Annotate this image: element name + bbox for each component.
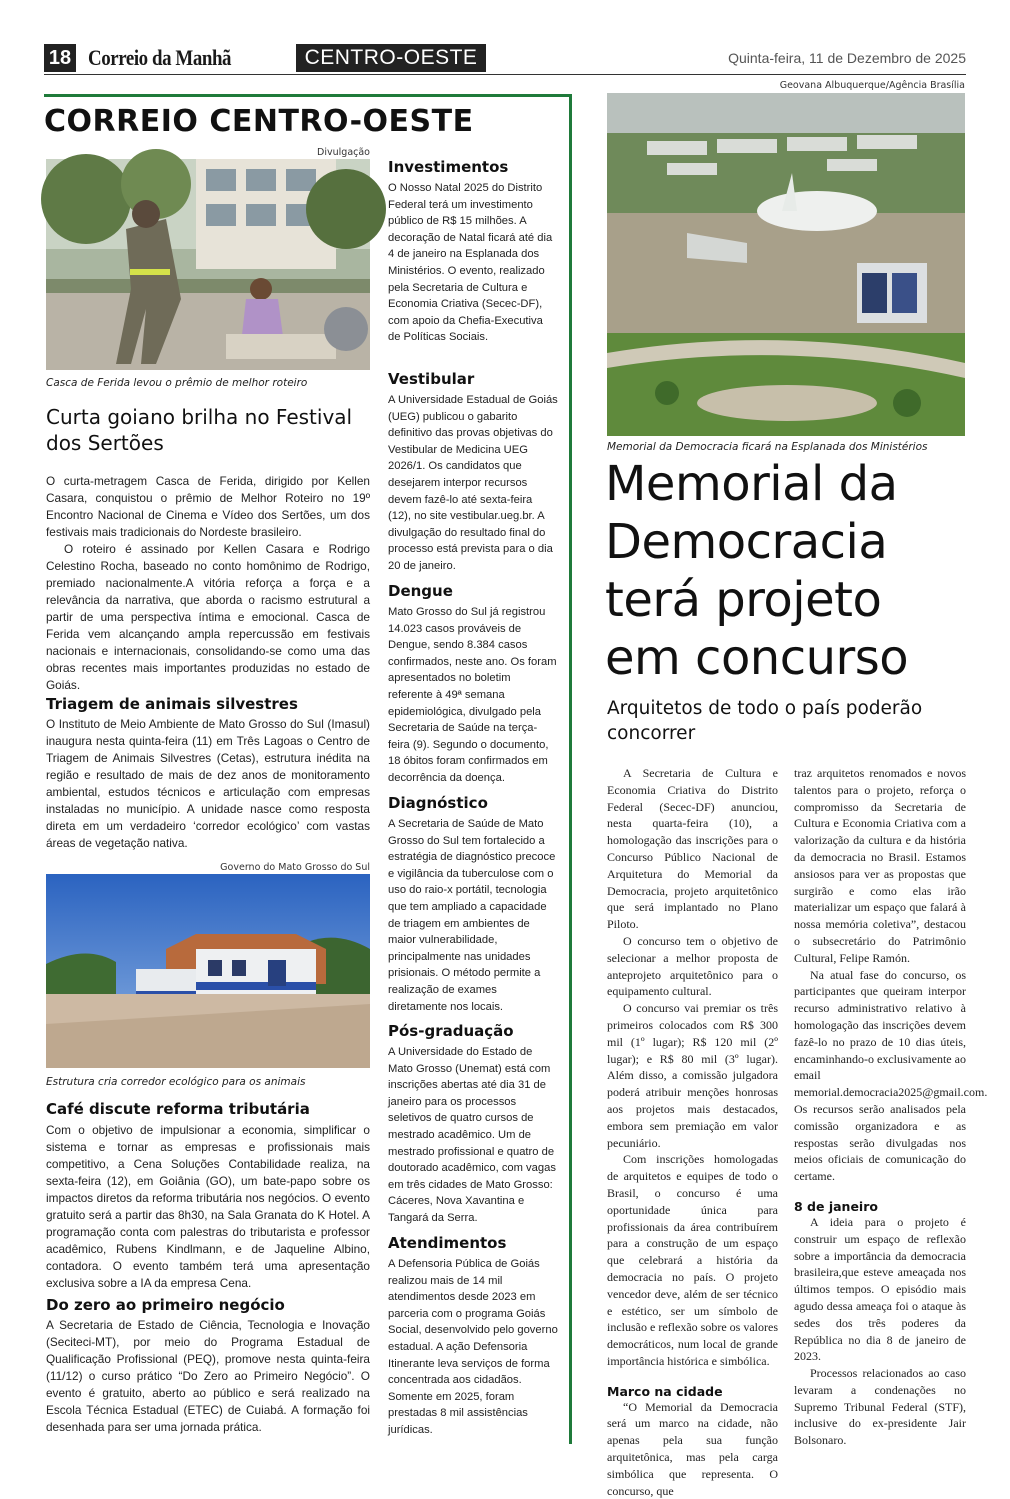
article-subhead: 8 de janeiro: [794, 1198, 878, 1214]
main-subhead: Arquitetos de todo o país poderão concorrer: [607, 698, 923, 744]
photo-caption: Memorial da Democracia ficará na Esplanada dos Ministérios: [607, 441, 928, 453]
brief-title: Triagem de animais silvestres: [46, 695, 298, 713]
article-paragraph: O concurso tem o objetivo de selecionar a melhor proposta de anteprojeto arquitetônico para o equipamento cultural.: [607, 933, 778, 999]
brief-text: A Secretaria de Saúde de Mato Grosso do Sul tem fortalecido a estratégia de diagnóstico precoce e vigilância da tuberculose com o uso do raio-x portátil, tecnologia que tem ampliado a capacidade de triagem em ambientes de maior vulnerabilidade, principalmente nas unidades prisionais. O método permite a realização de exames diretamente nos locais.: [388, 818, 556, 1013]
photo-film-scene: [46, 159, 370, 370]
brief-title: Café discute reforma tributária: [46, 1100, 310, 1118]
side-briefs: [388, 158, 558, 1439]
story-paragraph: O roteiro é assinado por Kellen Casara e Rodrigo Celestino Rocha, baseado no conto homônimo de Rodrigo, premiado nacionalmente.A vitória reforça a força e a relevância da narrativa, que aborda o racismo estrutural a partir de uma perspectiva íntima e emocional. Casca de Ferida vem alcançando ampla repercussão em festivais nacionais e internacionais, consolidando-se como uma das obras recentes mais importantes produzidas no estado de Goiás.: [46, 542, 370, 692]
main-headline: Memorial da Democracia terá projeto em concurso: [605, 456, 909, 686]
brief-text: Mato Grosso do Sul já registrou 14.023 casos prováveis de Dengue, sendo 8.384 casos confirmados, neste ano. Os foram apresentados no boletim referente à 49ª semana epidemiológica, divulgado pela Secretaria de Saúde na terça-feira (9). Segundo o documento, 18 óbitos foram confirmados em decorrência da doença.: [388, 606, 557, 784]
article-paragraph: Processos relacionados ao caso levaram a condenações no Supremo Tribunal Federal (STF), inclusive do ex-presidente Jair Bolsonaro.: [794, 1366, 966, 1448]
story-body: [46, 473, 370, 694]
brief-title: Dengue: [388, 582, 453, 600]
photo-caption: Estrutura cria corredor ecológico para os animais: [46, 1076, 306, 1088]
header-rule: [44, 74, 966, 75]
story-headline: Curta goiano brilha no Festival dos Sertões: [46, 405, 353, 455]
brief-text: Com o objetivo de impulsionar a economia, simplificar o sistema e tornar as empresas e profissionais mais competitivo, a Cena Soluções Contabilidade realiza, na sexta-feira (12), em Goiânia (GO), um bate-papo sobre os impactos diretos da reforma tributária nos negócios. O evento gratuito será a partir das 8h30, na Sala Granata do K Hotel. A programação conta com palestras do tributarista e professor acadêmico, Rubens Kindlmann, e de Jaqueline Albino, contadora. O evento também terá uma apresentação exclusiva sobre a IA da empresa Cena.: [46, 1123, 370, 1290]
brief-title: Diagnóstico: [388, 794, 488, 812]
brief-block: [388, 1234, 558, 1439]
section-label: CENTRO-OESTE: [296, 44, 486, 72]
brief-block: [388, 794, 558, 1022]
brief-text: A Universidade do Estado de Mato Grosso (Unemat) está com inscrições abertas até dia 31 de janeiro para os processos seletivos de quatro cursos de mestrado acadêmico. Um de mestrado profissional e quatro de doutorado acadêmico, com vagas em três cidades de Mato Grosso: Cáceres, Nova Xavantina e Tangará da Serra.: [388, 1046, 556, 1224]
brief-text: O Nosso Natal 2025 do Distrito Federal terá um investimento público de R$ 15 milhões. A decoração de Natal ficará até dia 4 de janeiro na Esplanada dos Ministérios. O evento, realizado pela Secretaria de Cultura e Economia Criativa (Secec-DF), com apoio da Chefia-Executiva de Políticas Sociais.: [388, 182, 553, 344]
article-paragraph: “O Memorial da Democracia será um marco na cidade, não apenas pela sua função arquitetônica, mas pela carga simbólica que representa. O concurso, que: [607, 1399, 778, 1498]
photo-credit: Geovana Albuquerque/Agência Brasília: [779, 80, 965, 91]
article-paragraph: A Secretaria de Cultura e Economia Criativa do Distrito Federal (Secec-DF) anunciou, nesta quarta-feira (10), a homologação das inscrições para o Concurso Público Nacional de Arquitetura do Memorial da Democracia, projeto arquitetônico que será implantado no Plano Piloto.: [607, 766, 778, 932]
photo-wildlife-center: [46, 874, 370, 1068]
article-paragraph: A ideia para o projeto é construir um espaço de reflexão sobre a importância da democracia brasileira,que esteve ameaçada nos últimos tempos. O episódio mais agudo dessa ameaça foi o ataque às sedes dos três poderes da República no dia 8 de janeiro de 2023.: [794, 1214, 966, 1364]
article-column-2: [794, 765, 988, 1449]
masthead: Correio da Manhã: [88, 45, 232, 70]
article-subhead: Marco na cidade: [607, 1383, 723, 1399]
brief-title: Pós-graduação: [388, 1022, 514, 1040]
brief-title: Atendimentos: [388, 1234, 507, 1252]
column-frame-top: [44, 94, 572, 97]
brief-text: A Secretaria de Estado de Ciência, Tecnologia e Inovação (Seciteci-MT), por meio do Programa Estadual de Qualificação Profissional (PEQ), promove nesta quinta-feira (11/12) o curso prático “Do Zero ao Primeiro Negócio”. O evento é gratuito, aberto ao público e será realizado na Escola Técnica Estadual (ETEC) de Cuiabá. A formação foi desenhada para ser uma jornada prática.: [46, 1318, 370, 1434]
brief-title: Vestibular: [388, 370, 475, 388]
page-number: 18: [44, 44, 76, 72]
photo-esplanada: [607, 93, 965, 436]
article-paragraph: Com inscrições homologadas de arquitetos e equipes de todo o Brasil, o concurso é uma oportunidade única para profissionais da área contribuírem para a construção de um espaço que celebrará a história da democracia no país. O projeto vencedor deve, além de ser técnico e estético, ser um símbolo de inclusão e reflexão sobre os valores democráticos, num local de grande importância histórica e simbólica.: [607, 1152, 778, 1368]
article-paragraph: Na atual fase do concurso, os participantes que queiram interpor recurso administrativo relativo à homologação das inscrições devem fazê-lo no prazo de 10 dias úteis, encaminhando-o exclusivamente ao email memorial.democracia2025@gmail.com. Os recursos serão analisados pela comissão organizadora e as respostas serão divulgadas nos meios oficiais de comunicação do certame.: [794, 967, 988, 1184]
brief-block: [388, 370, 558, 582]
brief-title: Investimentos: [388, 158, 509, 176]
brief-text: A Universidade Estadual de Goiás (UEG) publicou o gabarito definitivo das provas objetivas do Vestibular de Medicina UEG 2026/1. Os candidatos que desejarem interpor recursos devem fazê-lo até sexta-feira (12), no site vestibular.ueg.br. A divulgação do resultado final do processo está prevista para o dia 20 de janeiro.: [388, 394, 558, 572]
column-frame-side: [569, 94, 572, 1444]
brief-block: [388, 158, 558, 370]
article-paragraph: O concurso vai premiar os três primeiros colocados com R$ 300 mil (1º lugar); R$ 120 mil (2º lugar); e R$ 80 mil (3º lugar). Além disso, a comissão julgadora poderá atribuir menções honrosas aos projetos mais destacados, embora sem premiação em valor pecuniário.: [607, 1001, 778, 1150]
photo-credit: Divulgação: [317, 147, 370, 158]
photo-caption: Casca de Ferida levou o prêmio de melhor roteiro: [46, 377, 308, 389]
brief-block: [388, 582, 558, 794]
story-paragraph: O curta-metragem Casca de Ferida, dirigido por Kellen Casara, conquistou o prêmio de Melhor Roteiro no 19º Encontro Nacional de Cinema e Vídeo dos Sertões, um dos festivais mais tradicionais do Nordeste brasileiro.: [46, 474, 370, 539]
brief-block: [388, 1022, 558, 1234]
column-title: CORREIO CENTRO-OESTE: [44, 104, 474, 139]
brief-title: Do zero ao primeiro negócio: [46, 1296, 285, 1314]
issue-date: Quinta-feira, 11 de Dezembro de 2025: [728, 50, 966, 66]
article-column-1: [607, 765, 778, 1499]
brief-text: A Defensoria Pública de Goiás realizou mais de 14 mil atendimentos desde 2023 em parceria com o programa Goiás Social, desenvolvido pelo governo estadual. A ação Defensoria Itinerante leva serviços de forma concentrada aos cidadãos. Somente em 2025, foram prestadas 8 mil assistências jurídicas.: [388, 1258, 558, 1436]
brief-text: O Instituto de Meio Ambiente de Mato Grosso do Sul (Imasul) inaugura nesta quinta-feira (11) em Três Lagoas o Centro de Triagem de Animais Silvestres (Cetas), estrutura inédita na região e resultado de mais de dez anos de monitoramento ambiental, estudos técnicos e articulação com empresas instaladas no município. A unidade nasce como resposta direta em um verdadeiro ‘corredor ecológico’ com vastas áreas de vegetação nativa.: [46, 717, 370, 850]
article-paragraph: traz arquitetos renomados e novos talentos para o projeto, reforça o compromisso da Secretaria de Cultura e Economia Criativa com a valorização da cultura e da história da democracia no Brasil. Estamos ansiosos para ver as propostas que surgirão e como elas irão materializar um espaço que falará à nossa memória coletiva”, destacou o subsecretário do Patrimônio Cultural, Felipe Ramón.: [794, 766, 966, 965]
photo-credit: Governo do Mato Grosso do Sul: [220, 862, 370, 873]
